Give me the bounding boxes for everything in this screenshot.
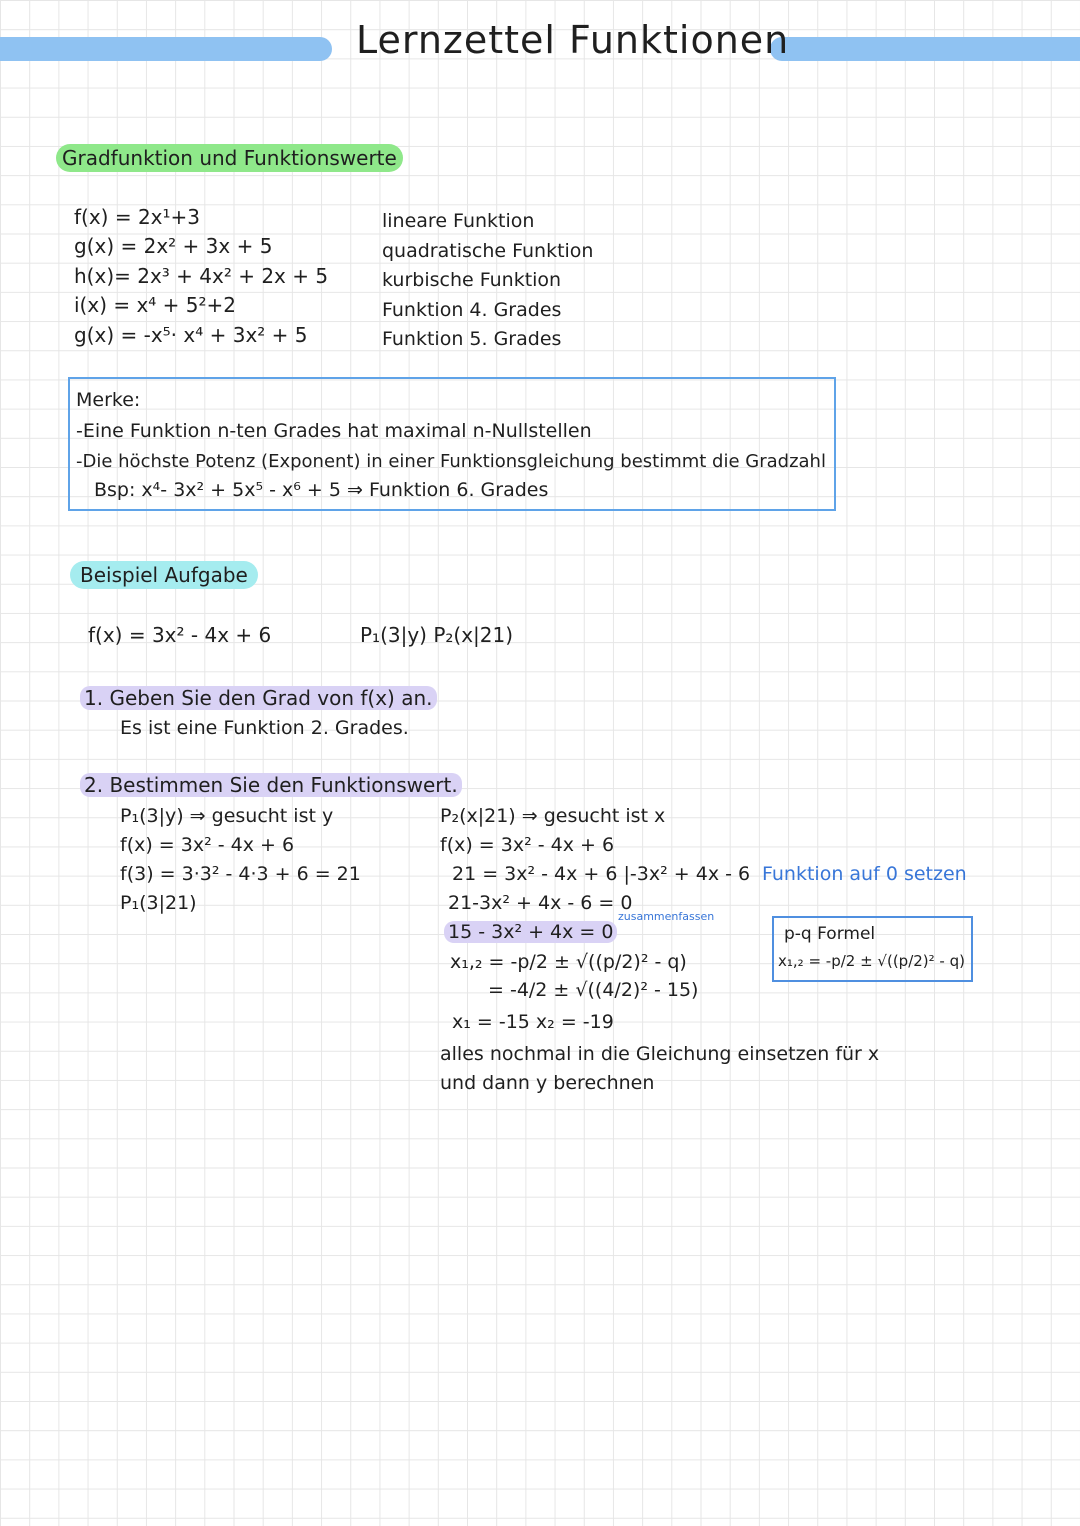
task2-question: [80, 771, 462, 800]
function-name: quadratische Funktion: [382, 240, 594, 262]
task1-answer: Es ist eine Funktion 2. Grades.: [120, 717, 409, 739]
task1-question-label: 1. Geben Sie den Grad von f(x) an.: [80, 686, 437, 710]
function-eq: i(x) = x⁴ + 5²+2: [74, 293, 237, 317]
page-title: Lernzettel Funktionen: [356, 18, 790, 62]
example-function: f(x) = 3x² - 4x + 6: [88, 623, 272, 647]
merke-title: Merke:: [76, 389, 141, 411]
section-heading-gradfunktion: [56, 146, 403, 170]
task2-right-line: = -4/2 ± √((4/2)² - 15): [488, 979, 699, 1001]
example-points: P₁(3|y) P₂(x|21): [360, 623, 514, 647]
task2-question-label: 2. Bestimmen Sie den Funktionswert.: [80, 773, 462, 797]
header-bar-right: [770, 37, 1080, 61]
task2-left-line: P₁(3|y) ⇒ gesucht ist y: [120, 805, 334, 827]
function-name: kurbische Funktion: [382, 269, 562, 291]
section-heading-label: Beispiel Aufgabe: [70, 561, 258, 589]
merke-box: [68, 377, 836, 511]
note-set-to-zero: Funktion auf 0 setzen: [762, 863, 967, 885]
task2-right-line: 21 = 3x² - 4x + 6 |-3x² + 4x - 6: [452, 863, 751, 885]
task2-right-line: [444, 918, 617, 947]
function-name: lineare Funktion: [382, 210, 535, 232]
pq-formula-box: [772, 916, 973, 982]
task2-right-line: 21-3x² + 4x - 6 = 0: [448, 892, 633, 914]
combined-equation: 15 - 3x² + 4x = 0: [444, 921, 617, 943]
task2-right-line: und dann y berechnen: [440, 1072, 655, 1094]
pq-title: p-q Formel: [784, 924, 876, 944]
task2-left-line: P₁(3|21): [120, 892, 197, 914]
section-heading-beispiel: [70, 563, 258, 587]
task1-question: [80, 684, 437, 713]
function-name: Funktion 4. Grades: [382, 299, 562, 321]
note-combine: zusammenfassen: [618, 910, 715, 923]
function-eq: f(x) = 2x¹+3: [74, 205, 201, 229]
task2-right-line: P₂(x|21) ⇒ gesucht ist x: [440, 805, 666, 827]
merke-example: Bsp: x⁴- 3x² + 5x⁵ - x⁶ + 5 ⇒ Funktion 6. Grades: [94, 479, 549, 501]
task2-right-line: f(x) = 3x² - 4x + 6: [440, 834, 615, 856]
merke-line: -Eine Funktion n-ten Grades hat maximal n-Nullstellen: [76, 420, 592, 442]
merke-line: -Die höchste Potenz (Exponent) in einer Funktionsgleichung bestimmt die Gradzahl: [76, 451, 826, 472]
task2-right-line: alles nochmal in die Gleichung einsetzen für x: [440, 1043, 880, 1065]
header-bar-left: [0, 37, 332, 61]
section-heading-label: Gradfunktion und Funktionswerte: [56, 144, 403, 172]
function-name: Funktion 5. Grades: [382, 328, 562, 350]
task2-right-line: x₁ = -15 x₂ = -19: [452, 1011, 614, 1033]
task2-left-line: f(x) = 3x² - 4x + 6: [120, 834, 295, 856]
task2-left-line: f(3) = 3·3² - 4·3 + 6 = 21: [120, 863, 361, 885]
pq-formula: x₁,₂ = -p/2 ± √((p/2)² - q): [778, 952, 965, 970]
task2-right-line: x₁,₂ = -p/2 ± √((p/2)² - q): [450, 951, 687, 973]
function-eq: h(x)= 2x³ + 4x² + 2x + 5: [74, 264, 329, 288]
function-eq: g(x) = -x⁵· x⁴ + 3x² + 5: [74, 323, 308, 347]
function-eq: g(x) = 2x² + 3x + 5: [74, 234, 273, 258]
